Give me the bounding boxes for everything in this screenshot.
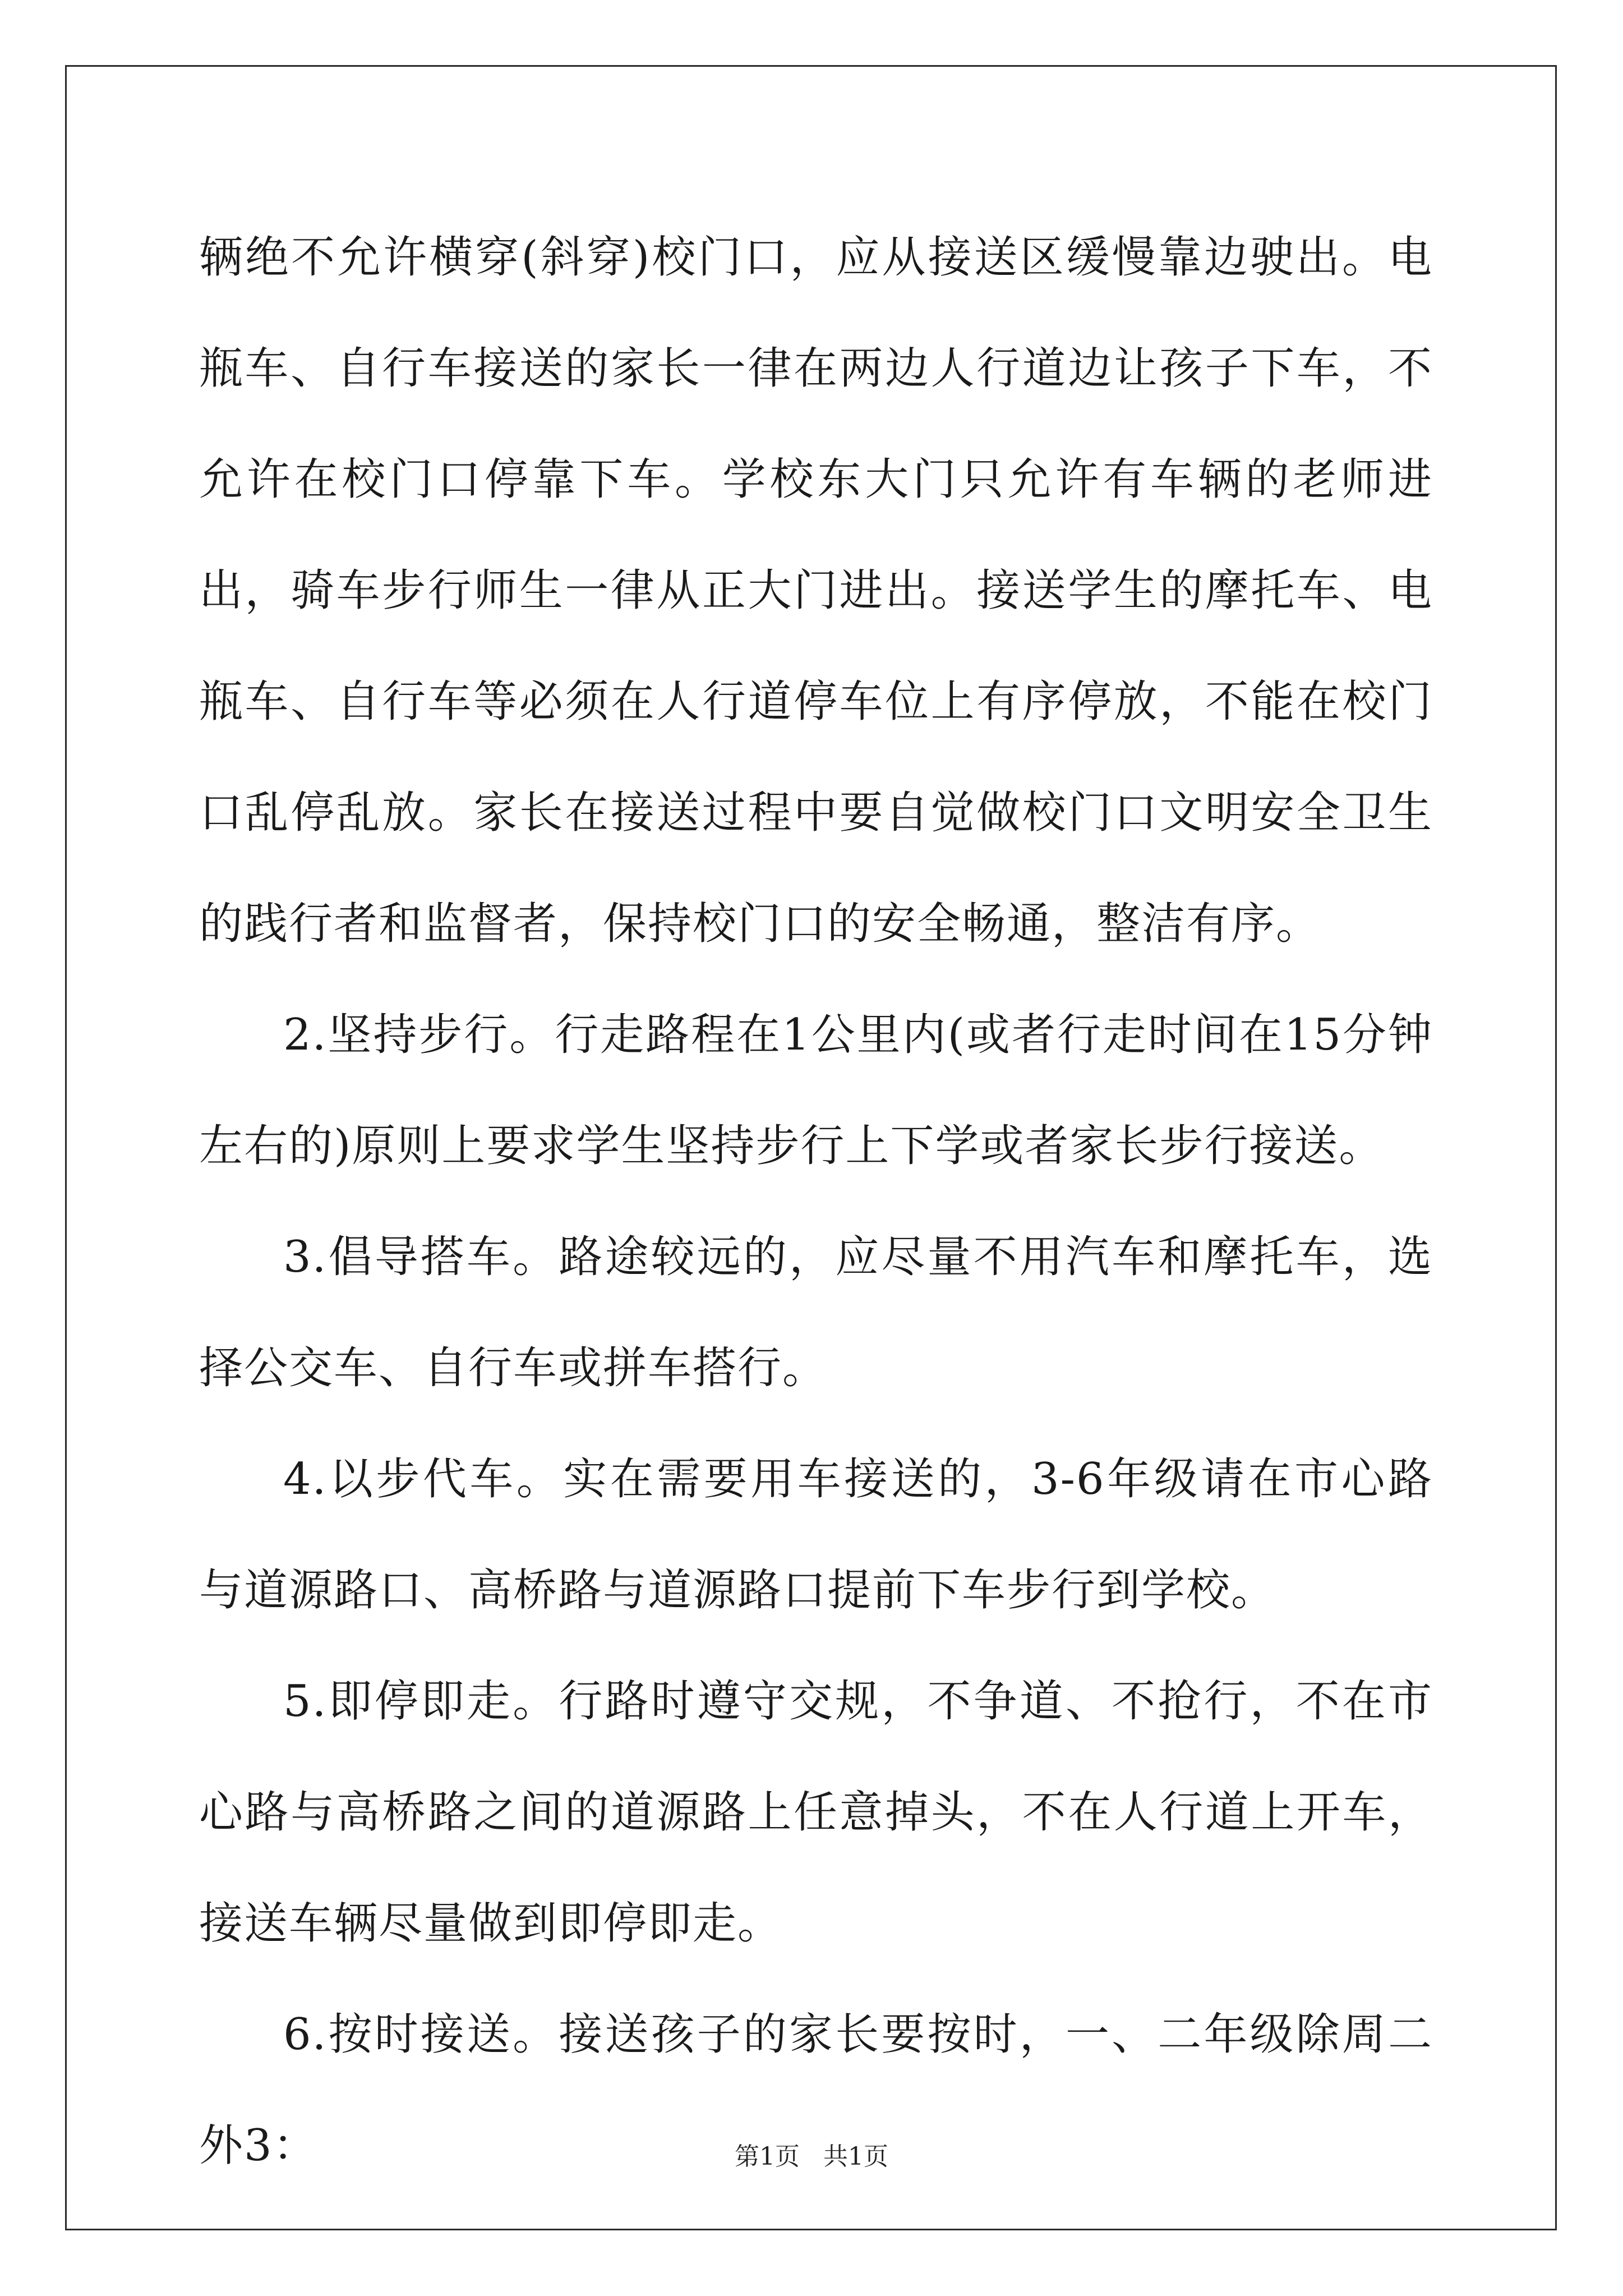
paragraph-item-4: 4.以步代车。实在需要用车接送的，3-6年级请在市心路与道源路口、高桥路与道源路口提前下车步行到学校。 [199, 1454, 1433, 1616]
document-body [199, 202, 1433, 2201]
paragraph-item-3: 3.倡导搭车。路途较远的，应尽量不用汽车和摩托车，选择公交车、自行车或拼车搭行。 [199, 1232, 1433, 1393]
page-number: 第1页 [735, 2142, 800, 2171]
paragraph-item-5: 5.即停即走。行路时遵守交规，不争道、不抢行，不在市心路与高桥路之间的道源路上任意掉头，不在人行道上开车，接送车辆尽量做到即停即走。 [199, 1676, 1433, 1949]
paragraph-item-6: 6.按时接送。接送孩子的家长要按时，一、二年级除周二外3： [199, 2009, 1433, 2171]
paragraph-item-2: 2.坚持步行。行走路程在1公里内(或者行走时间在15分钟左右的)原则上要求学生坚持步行上下学或者家长步行接送。 [199, 1010, 1433, 1171]
page-total: 共1页 [823, 2142, 888, 2171]
page-footer [0, 2140, 1623, 2174]
paragraph-continued: 辆绝不允许横穿(斜穿)校门口，应从接送区缓慢靠边驶出。电瓶车、自行车接送的家长一律在两边人行道边让孩子下车，不允许在校门口停靠下车。学校东大门只允许有车辆的老师进出，骑车步行师生一律从正大门进出。接送学生的摩托车、电瓶车、自行车等必须在人行道停车位上有序停放，不能在校门口乱停乱放。家长在接送过程中要自觉做校门口文明安全卫生的践行者和监督者，保持校门口的安全畅通，整洁有序。 [199, 232, 1433, 949]
